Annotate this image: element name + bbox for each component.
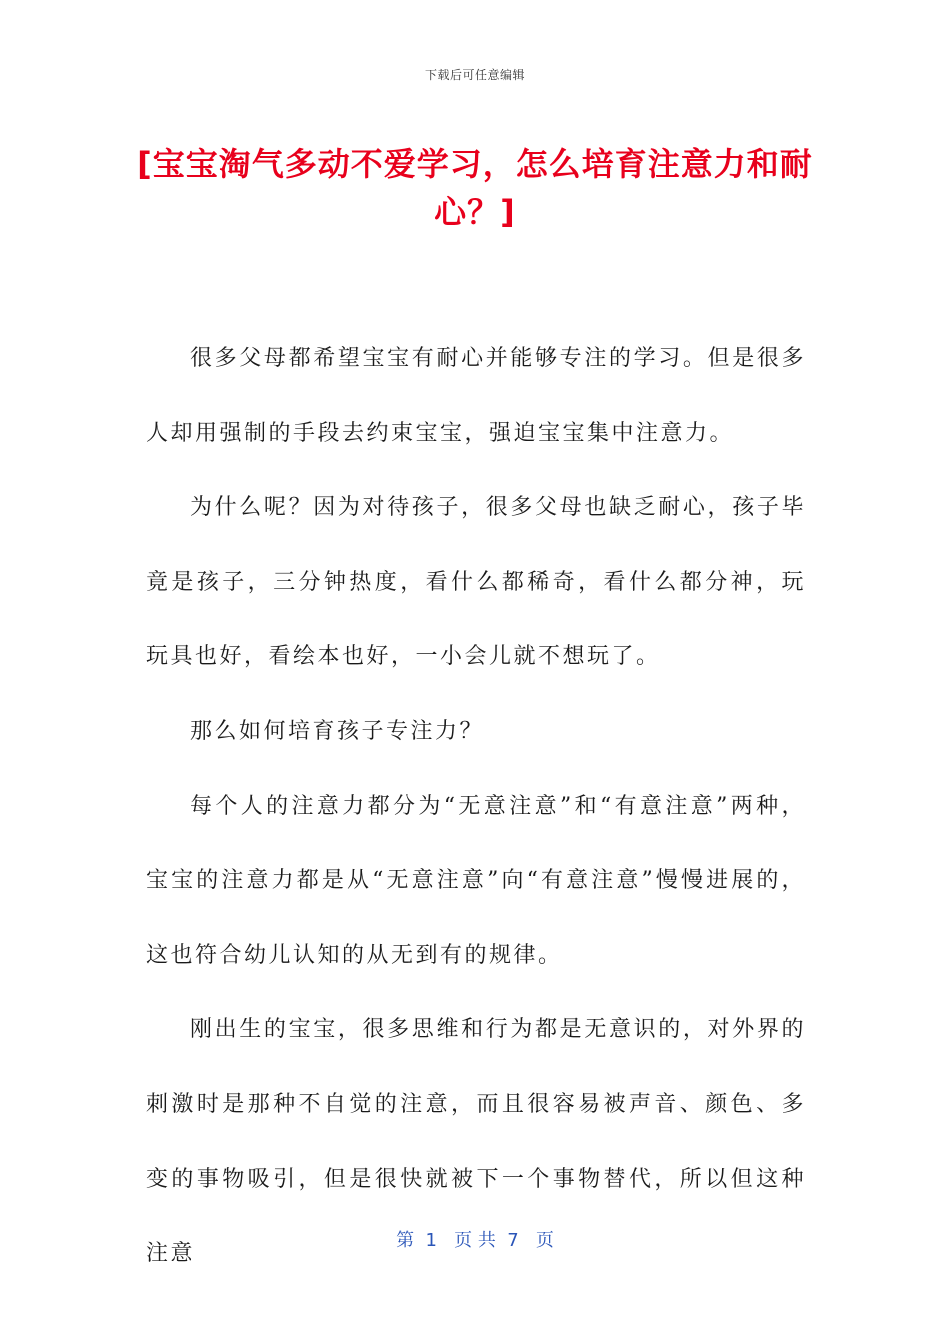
paragraph: 很多父母都希望宝宝有耐心并能够专注的学习。但是很多人却用强制的手段去约束宝宝，强迫宝宝集中注意力。 — [146, 346, 806, 446]
document-title: [宝宝淘气多动不爱学习，怎么培育注意力和耐心？] — [137, 145, 813, 231]
paragraph: 为什么呢？因为对待孩子，很多父母也缺乏耐心，孩子毕竟是孩子，三分钟热度，看什么都稀奇，看什么都分神，玩玩具也好，看绘本也好，一小会儿就不想玩了。 — [146, 495, 806, 670]
paragraph: 每个人的注意力都分为“无意注意”和“有意注意”两种，宝宝的注意力都是从“无意注意”向“有意注意”慢慢进展的，这也符合幼儿认知的从无到有的规律。 — [146, 793, 806, 968]
header-note: 下载后可任意编辑 — [424, 68, 525, 82]
paragraph: 那么如何培育孩子专注力？ — [190, 718, 485, 744]
paragraph: 刚出生的宝宝，很多思维和行为都是无意识的，对外界的刺激时是那种不自觉的注意，而且很容易被声音、颜色、多变的事物吸引，但是很快就被下一个事物替代，所以但这种注意 — [146, 1017, 806, 1267]
document-body — [146, 322, 806, 1292]
page-number-footer: 第 1 页 共 7 页 — [396, 1230, 554, 1251]
